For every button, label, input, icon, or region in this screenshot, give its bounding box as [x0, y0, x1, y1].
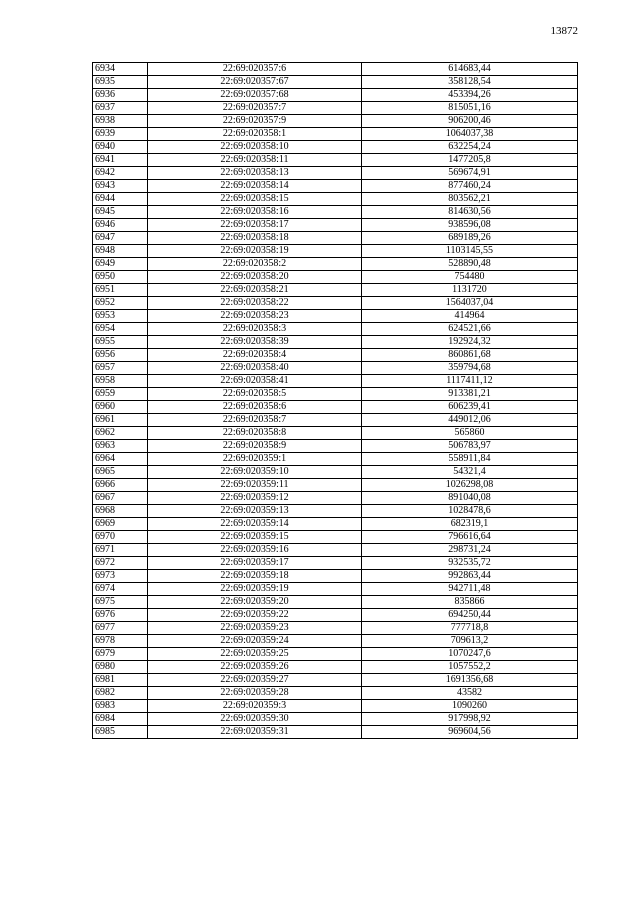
cadastral-value-cell: 992863,44: [362, 570, 578, 583]
cadastral-value-cell: 777718,8: [362, 622, 578, 635]
cadastral-value-cell: 449012,06: [362, 414, 578, 427]
table-row: [93, 310, 578, 323]
cadastral-number-cell: 22:69:020359:20: [148, 596, 362, 609]
row-number-cell: 6968: [93, 505, 148, 518]
cadastral-number-cell: 22:69:020358:10: [148, 141, 362, 154]
cadastral-value-cell: 358128,54: [362, 76, 578, 89]
cadastral-number-cell: 22:69:020359:24: [148, 635, 362, 648]
row-number-cell: 6951: [93, 284, 148, 297]
row-number-cell: 6946: [93, 219, 148, 232]
cadastral-number-cell: 22:69:020358:20: [148, 271, 362, 284]
cadastral-number-cell: 22:69:020358:22: [148, 297, 362, 310]
table-row: [93, 180, 578, 193]
cadastral-value-cell: 796616,64: [362, 531, 578, 544]
cadastral-number-cell: 22:69:020359:30: [148, 713, 362, 726]
row-number-cell: 6972: [93, 557, 148, 570]
row-number-cell: 6977: [93, 622, 148, 635]
table-row: [93, 609, 578, 622]
cadastral-number-cell: 22:69:020358:6: [148, 401, 362, 414]
table-row: [93, 518, 578, 531]
cadastral-value-cell: 1028478,6: [362, 505, 578, 518]
row-number-cell: 6949: [93, 258, 148, 271]
row-number-cell: 6983: [93, 700, 148, 713]
cadastral-value-cell: 624521,66: [362, 323, 578, 336]
table-row: [93, 115, 578, 128]
table-row: [93, 557, 578, 570]
cadastral-number-cell: 22:69:020359:1: [148, 453, 362, 466]
cadastral-number-cell: 22:69:020358:16: [148, 206, 362, 219]
row-number-cell: 6938: [93, 115, 148, 128]
cadastral-number-cell: 22:69:020358:2: [148, 258, 362, 271]
cadastral-value-cell: 932535,72: [362, 557, 578, 570]
table-row: [93, 570, 578, 583]
table-row: [93, 479, 578, 492]
cadastral-value-cell: 694250,44: [362, 609, 578, 622]
table-row: [93, 401, 578, 414]
table-row: [93, 362, 578, 375]
cadastral-number-cell: 22:69:020358:3: [148, 323, 362, 336]
cadastral-value-cell: 754480: [362, 271, 578, 284]
table-row: [93, 271, 578, 284]
cadastral-value-cell: 414964: [362, 310, 578, 323]
cadastral-number-cell: 22:69:020358:4: [148, 349, 362, 362]
row-number-cell: 6963: [93, 440, 148, 453]
table-row: [93, 427, 578, 440]
cadastral-value-cell: 835866: [362, 596, 578, 609]
page-number: 13872: [550, 25, 578, 37]
row-number-cell: 6935: [93, 76, 148, 89]
cadastral-number-cell: 22:69:020358:41: [148, 375, 362, 388]
cadastral-value-cell: 969604,56: [362, 726, 578, 739]
cadastral-value-cell: 1117411,12: [362, 375, 578, 388]
cadastral-value-cell: 913381,21: [362, 388, 578, 401]
cadastral-number-cell: 22:69:020359:17: [148, 557, 362, 570]
row-number-cell: 6975: [93, 596, 148, 609]
cadastral-value-cell: 1564037,04: [362, 297, 578, 310]
table-row: [93, 206, 578, 219]
table-row: [93, 583, 578, 596]
row-number-cell: 6957: [93, 362, 148, 375]
row-number-cell: 6979: [93, 648, 148, 661]
cadastral-value-cell: 569674,91: [362, 167, 578, 180]
row-number-cell: 6954: [93, 323, 148, 336]
table-row: [93, 375, 578, 388]
cadastral-value-cell: 891040,08: [362, 492, 578, 505]
row-number-cell: 6980: [93, 661, 148, 674]
table-row: [93, 466, 578, 479]
cadastral-number-cell: 22:69:020359:3: [148, 700, 362, 713]
cadastral-value-cell: 877460,24: [362, 180, 578, 193]
row-number-cell: 6961: [93, 414, 148, 427]
row-number-cell: 6947: [93, 232, 148, 245]
cadastral-value-cell: 1477205,8: [362, 154, 578, 167]
cadastral-value-cell: 709613,2: [362, 635, 578, 648]
cadastral-value-cell: 814630,56: [362, 206, 578, 219]
table-row: [93, 297, 578, 310]
cadastral-number-cell: 22:69:020358:5: [148, 388, 362, 401]
row-number-cell: 6943: [93, 180, 148, 193]
table-row: [93, 531, 578, 544]
table-row: [93, 544, 578, 557]
row-number-cell: 6956: [93, 349, 148, 362]
cadastral-value-cell: 506783,97: [362, 440, 578, 453]
table-row: [93, 349, 578, 362]
row-number-cell: 6965: [93, 466, 148, 479]
cadastral-number-cell: 22:69:020359:12: [148, 492, 362, 505]
row-number-cell: 6959: [93, 388, 148, 401]
cadastral-value-cell: 614683,44: [362, 63, 578, 76]
cadastral-number-cell: 22:69:020359:25: [148, 648, 362, 661]
cadastral-number-cell: 22:69:020358:17: [148, 219, 362, 232]
table-row: [93, 245, 578, 258]
table-row: [93, 102, 578, 115]
cadastral-value-cell: 689189,26: [362, 232, 578, 245]
cadastral-number-cell: 22:69:020359:22: [148, 609, 362, 622]
cadastral-number-cell: 22:69:020357:9: [148, 115, 362, 128]
cadastral-value-cell: 1064037,38: [362, 128, 578, 141]
table-row: [93, 492, 578, 505]
cadastral-value-cell: 906200,46: [362, 115, 578, 128]
table-row: [93, 89, 578, 102]
table-row: [93, 128, 578, 141]
cadastral-number-cell: 22:69:020358:11: [148, 154, 362, 167]
row-number-cell: 6976: [93, 609, 148, 622]
row-number-cell: 6936: [93, 89, 148, 102]
cadastral-number-cell: 22:69:020359:10: [148, 466, 362, 479]
cadastral-number-cell: 22:69:020357:67: [148, 76, 362, 89]
row-number-cell: 6941: [93, 154, 148, 167]
cadastral-value-cell: 1026298,08: [362, 479, 578, 492]
row-number-cell: 6967: [93, 492, 148, 505]
row-number-cell: 6953: [93, 310, 148, 323]
cadastral-value-cell: 1090260: [362, 700, 578, 713]
cadastral-number-cell: 22:69:020357:68: [148, 89, 362, 102]
table-row: [93, 713, 578, 726]
cadastral-value-cell: 298731,24: [362, 544, 578, 557]
cadastral-number-cell: 22:69:020359:26: [148, 661, 362, 674]
cadastral-number-cell: 22:69:020358:40: [148, 362, 362, 375]
cadastral-number-cell: 22:69:020359:16: [148, 544, 362, 557]
cadastral-value-cell: 1070247,6: [362, 648, 578, 661]
row-number-cell: 6940: [93, 141, 148, 154]
cadastral-number-cell: 22:69:020357:6: [148, 63, 362, 76]
row-number-cell: 6978: [93, 635, 148, 648]
row-number-cell: 6984: [93, 713, 148, 726]
cadastral-number-cell: 22:69:020358:9: [148, 440, 362, 453]
table-row: [93, 388, 578, 401]
cadastral-value-cell: 1131720: [362, 284, 578, 297]
table-row: [93, 258, 578, 271]
cadastral-value-cell: 359794,68: [362, 362, 578, 375]
cadastral-value-cell: 803562,21: [362, 193, 578, 206]
cadastral-number-cell: 22:69:020358:1: [148, 128, 362, 141]
cadastral-number-cell: 22:69:020358:18: [148, 232, 362, 245]
table-row: [93, 219, 578, 232]
row-number-cell: 6948: [93, 245, 148, 258]
cadastral-number-cell: 22:69:020358:15: [148, 193, 362, 206]
row-number-cell: 6971: [93, 544, 148, 557]
row-number-cell: 6960: [93, 401, 148, 414]
row-number-cell: 6942: [93, 167, 148, 180]
table-row: [93, 167, 578, 180]
row-number-cell: 6955: [93, 336, 148, 349]
row-number-cell: 6939: [93, 128, 148, 141]
cadastral-number-cell: 22:69:020359:27: [148, 674, 362, 687]
cadastral-number-cell: 22:69:020359:11: [148, 479, 362, 492]
cadastral-value-cell: 192924,32: [362, 336, 578, 349]
row-number-cell: 6950: [93, 271, 148, 284]
cadastral-value-cell: 938596,08: [362, 219, 578, 232]
table-row: [93, 505, 578, 518]
cadastral-value-cell: 528890,48: [362, 258, 578, 271]
table-row: [93, 414, 578, 427]
cadastral-number-cell: 22:69:020358:8: [148, 427, 362, 440]
table-row: [93, 193, 578, 206]
table-row: [93, 635, 578, 648]
row-number-cell: 6964: [93, 453, 148, 466]
cadastral-number-cell: 22:69:020358:39: [148, 336, 362, 349]
table-row: [93, 336, 578, 349]
cadastral-value-table: [92, 62, 578, 739]
cadastral-value-cell: 815051,16: [362, 102, 578, 115]
cadastral-number-cell: 22:69:020359:19: [148, 583, 362, 596]
table-row: [93, 674, 578, 687]
cadastral-number-cell: 22:69:020357:7: [148, 102, 362, 115]
row-number-cell: 6981: [93, 674, 148, 687]
cadastral-number-cell: 22:69:020358:23: [148, 310, 362, 323]
cadastral-number-cell: 22:69:020358:19: [148, 245, 362, 258]
table-row: [93, 141, 578, 154]
cadastral-value-cell: 1103145,55: [362, 245, 578, 258]
cadastral-value-cell: 43582: [362, 687, 578, 700]
table-row: [93, 726, 578, 739]
cadastral-value-cell: 942711,48: [362, 583, 578, 596]
cadastral-number-cell: 22:69:020358:7: [148, 414, 362, 427]
row-number-cell: 6937: [93, 102, 148, 115]
row-number-cell: 6944: [93, 193, 148, 206]
cadastral-value-cell: 632254,24: [362, 141, 578, 154]
cadastral-value-cell: 54321,4: [362, 466, 578, 479]
cadastral-value-cell: 558911,84: [362, 453, 578, 466]
row-number-cell: 6952: [93, 297, 148, 310]
table-row: [93, 232, 578, 245]
table-row: [93, 323, 578, 336]
cadastral-number-cell: 22:69:020358:21: [148, 284, 362, 297]
table-row: [93, 648, 578, 661]
cadastral-value-cell: 1057552,2: [362, 661, 578, 674]
row-number-cell: 6934: [93, 63, 148, 76]
table-row: [93, 453, 578, 466]
cadastral-value-cell: 917998,92: [362, 713, 578, 726]
cadastral-number-cell: 22:69:020359:15: [148, 531, 362, 544]
table-row: [93, 687, 578, 700]
cadastral-value-cell: 682319,1: [362, 518, 578, 531]
cadastral-number-cell: 22:69:020358:14: [148, 180, 362, 193]
row-number-cell: 6982: [93, 687, 148, 700]
cadastral-value-cell: 1691356,68: [362, 674, 578, 687]
table-row: [93, 284, 578, 297]
cadastral-number-cell: 22:69:020359:13: [148, 505, 362, 518]
cadastral-value-cell: 453394,26: [362, 89, 578, 102]
table-row: [93, 661, 578, 674]
table-row: [93, 76, 578, 89]
table-row: [93, 700, 578, 713]
table-row: [93, 596, 578, 609]
cadastral-number-cell: 22:69:020359:14: [148, 518, 362, 531]
cadastral-value-cell: 606239,41: [362, 401, 578, 414]
table-row: [93, 63, 578, 76]
cadastral-value-cell: 565860: [362, 427, 578, 440]
cadastral-value-cell: 860861,68: [362, 349, 578, 362]
table-row: [93, 440, 578, 453]
row-number-cell: 6969: [93, 518, 148, 531]
table-row: [93, 154, 578, 167]
row-number-cell: 6973: [93, 570, 148, 583]
row-number-cell: 6970: [93, 531, 148, 544]
cadastral-number-cell: 22:69:020359:23: [148, 622, 362, 635]
row-number-cell: 6958: [93, 375, 148, 388]
row-number-cell: 6945: [93, 206, 148, 219]
row-number-cell: 6985: [93, 726, 148, 739]
row-number-cell: 6974: [93, 583, 148, 596]
cadastral-number-cell: 22:69:020359:28: [148, 687, 362, 700]
table-row: [93, 622, 578, 635]
table-body: [93, 63, 578, 739]
cadastral-number-cell: 22:69:020358:13: [148, 167, 362, 180]
row-number-cell: 6962: [93, 427, 148, 440]
row-number-cell: 6966: [93, 479, 148, 492]
cadastral-number-cell: 22:69:020359:31: [148, 726, 362, 739]
cadastral-number-cell: 22:69:020359:18: [148, 570, 362, 583]
